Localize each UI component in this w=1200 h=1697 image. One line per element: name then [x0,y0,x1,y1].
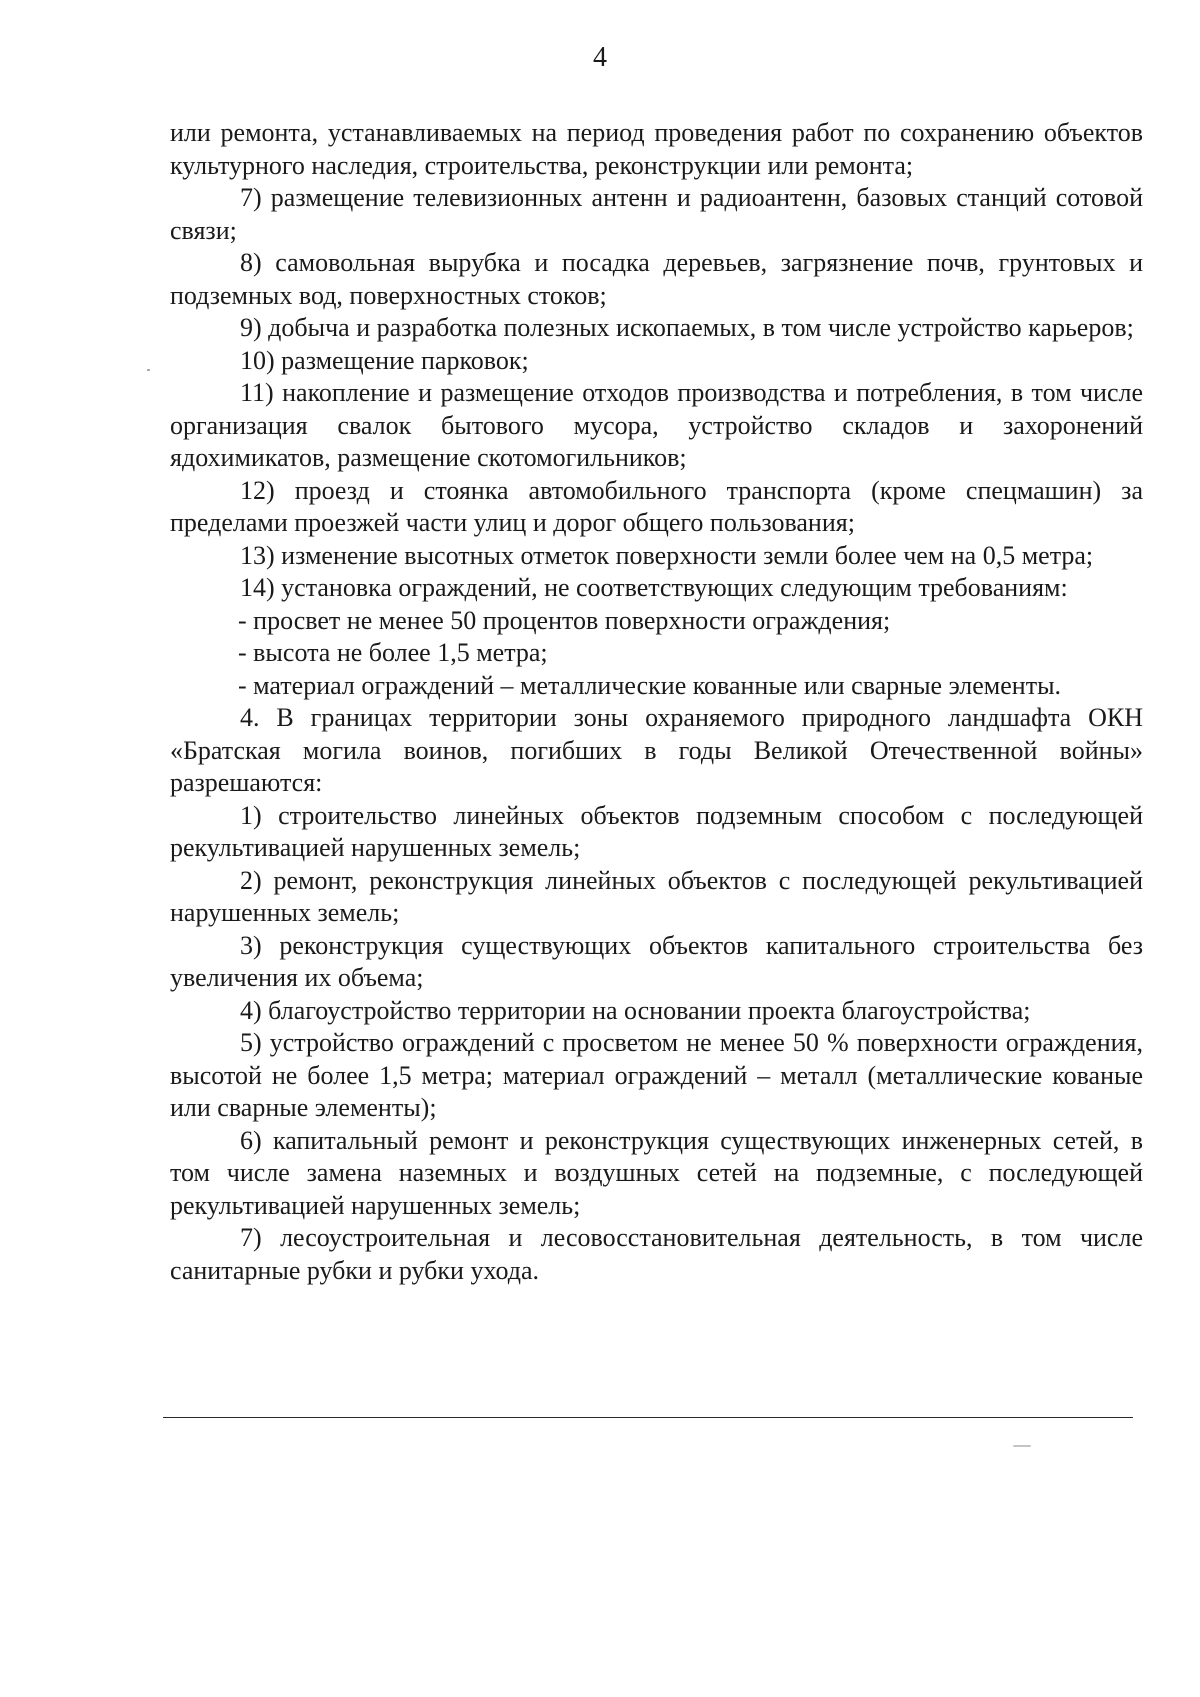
list-item-13-elevation: 13) изменение высотных отметок поверхности земли более чем на 0,5 метра; [240,540,1094,570]
list-item-8-tree-felling: 8) самовольная вырубка и посадка деревьев, загрязнение почв, грунтовых и подземных вод, поверхностных стоков; [170,248,1143,310]
page-number: 4 [593,42,607,73]
list-item-12-vehicles: 12) проезд и стоянка автомобильного транспорта (кроме спецмашин) за пределами проезжей части улиц и дорог общего пользования; [170,475,1143,537]
fence-requirement-material: - материал ограждений – металлические кованные или сварные элементы. [238,670,1062,700]
allowed-item-2-repair: 2) ремонт, реконструкция линейных объектов с последующей рекультивацией нарушенных земель; [170,865,1143,927]
fence-requirement-clearance: - просвет не менее 50 процентов поверхности ограждения; [238,605,891,635]
footer-rule [163,1417,1133,1418]
allowed-item-6-networks: 6) капитальный ремонт и реконструкция существующих инженерных сетей, в том числе замена наземных и воздушных сетей на подземные, с последующей рекультивацией нарушенных земель; [170,1125,1143,1220]
list-item-11-waste: 11) накопление и размещение отходов производства и потребления, в том числе организация свалок бытового мусора, устройство складов и захоронений ядохимикатов, размещение скотомогильников; [170,378,1143,472]
allowed-item-1-linear-objects: 1) строительство линейных объектов подземным способом с последующей рекультивацией нарушенных земель; [170,800,1143,862]
list-item-14-fencing: 14) установка ограждений, не соответствующих следующим требованиям: [240,573,1068,602]
scan-speck [1013,1445,1031,1447]
allowed-item-7-forestry: 7) лесоустроительная и лесовосстановительная деятельность, в том числе санитарные рубки и рубки ухода. [170,1223,1143,1285]
list-item-7-antennas: 7) размещение телевизионных антенн и радиоантенн, базовых станций сотовой связи; [170,183,1143,245]
list-item-9-mining: 9) добыча и разработка полезных ископаемых, в том числе устройство карьеров; [240,313,1134,342]
paragraph-continuation: или ремонта, устанавливаемых на период проведения работ по сохранению объектов культурного наследия, строительства, реконструкции или ремонта; [170,118,1143,180]
fence-requirement-height: - высота не более 1,5 метра; [238,638,548,667]
allowed-item-3-reconstruction: 3) реконструкция существующих объектов капитального строительства без увеличения их объема; [170,930,1143,992]
allowed-item-4-landscaping: 4) благоустройство территории на основании проекта благоустройства; [240,995,1031,1025]
section-4-heading: 4. В границах территории зоны охраняемого природного ландшафта ОКН «Братская могила воинов, погибших в годы Великой Отечественной войны» разрешаются: [170,703,1143,797]
scan-speck [147,369,150,371]
list-item-10-parking: 10) размещение парковок; [240,345,529,375]
allowed-item-5-fencing: 5) устройство ограждений с просветом не менее 50 % поверхности ограждения, высотой не более 1,5 метра; материал ограждений – металл (металлические кованые или сварные элементы); [170,1028,1143,1122]
document-body [170,117,1143,1287]
